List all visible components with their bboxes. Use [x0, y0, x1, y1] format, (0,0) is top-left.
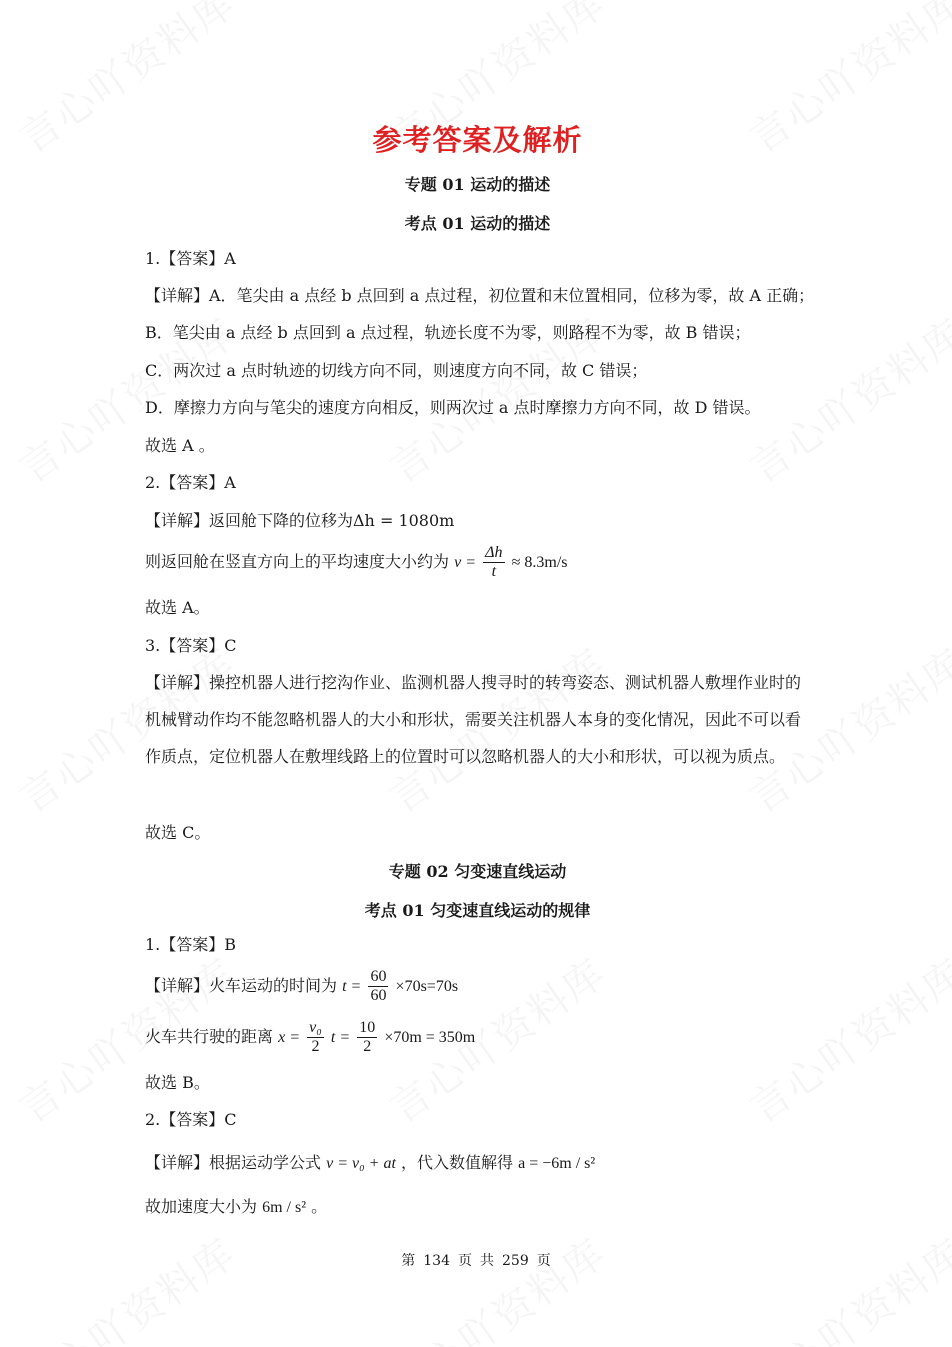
footer-label: 页 — [458, 1253, 472, 1269]
page-title: 参考答案及解析 — [372, 123, 583, 157]
detail-line: D．摩擦力方向与笔尖的速度方向相反，则两次过 a 点时摩擦力方向不同，故 D 错误。 — [145, 398, 761, 417]
formula-prefix: 【详解】根据运动学公式 — [145, 1153, 322, 1172]
formula-line — [145, 1019, 475, 1056]
conclusion-line: 故选 A。 — [145, 598, 210, 617]
fraction-denominator: 2 — [311, 1038, 320, 1055]
footer-label: 第 — [401, 1253, 416, 1269]
footer-label: 共 — [480, 1253, 494, 1269]
fraction-numerator: Δh — [485, 544, 503, 561]
formula-line — [145, 544, 568, 581]
fraction-numerator: 10 — [359, 1019, 376, 1036]
formula-rhs: ×70s=70s — [395, 978, 459, 995]
formula-result: a = −6m / s² — [518, 1155, 596, 1172]
point-heading: 考点 01 匀变速直线运动的规律 — [364, 901, 591, 920]
page-number: 134 — [423, 1253, 450, 1269]
watermark — [736, 943, 952, 1134]
fraction-numerator: 60 — [370, 968, 387, 985]
conclusion-line: 故选 B。 — [145, 1073, 210, 1092]
fraction — [483, 544, 504, 581]
detail-line: 【详解】返回舱下降的位移为Δh = 1080m — [145, 511, 455, 530]
formula-line — [145, 968, 458, 1005]
detail-paragraph: 【详解】操控机器人进行挖沟作业、监测机器人搜寻时的转弯姿态、测试机器人敷埋作业时的机械臂动作均不能忽略机器人的大小和形状，需要关注机器人本身的变化情况，因此不可以看作质点，定位机器人在敷埋线路上的位置时可以忽略机器人的大小和形状，可以视为质点。 — [145, 673, 802, 766]
answer-line: 3.【答案】C — [145, 636, 237, 655]
answer-line: 2.【答案】C — [145, 1110, 237, 1129]
detail-line: B．笔尖由 a 点经 b 点回到 a 点过程，轨迹长度不为零，则路程不为零，故 B 错误； — [145, 323, 751, 342]
fraction-denominator: 60 — [370, 987, 387, 1004]
answer-line: 1.【答案】A — [145, 249, 236, 268]
detail-line: C．两次过 a 点时轨迹的切线方向不同，则速度方向不同，故 C 错误； — [145, 361, 648, 380]
conclusion-line: 故选 A 。 — [145, 436, 215, 455]
formula: v = v₀ + at — [326, 1155, 396, 1172]
topic-heading: 专题 01 运动的描述 — [404, 175, 551, 194]
conclusion-line: 故选 C。 — [145, 823, 211, 842]
formula-line — [145, 1153, 595, 1174]
formula-prefix: 故加速度大小为 — [145, 1197, 258, 1216]
formula-suffix: 。 — [311, 1197, 328, 1216]
fraction-denominator: t — [491, 563, 497, 580]
formula-rhs: ≈ 8.3m/s — [511, 554, 568, 571]
formula-prefix: 则返回舱在竖直方向上的平均速度大小约为 — [145, 552, 450, 571]
fraction-denominator: 2 — [363, 1038, 372, 1055]
fraction — [357, 1019, 377, 1056]
point-heading: 考点 01 运动的描述 — [404, 214, 551, 233]
formula-mid: ，代入数值解得 — [401, 1153, 514, 1172]
formula-line — [145, 1197, 327, 1218]
formula-lhs: x = — [278, 1029, 301, 1046]
fraction — [368, 968, 388, 1005]
topic-heading: 专题 02 匀变速直线运动 — [388, 862, 567, 881]
watermark — [736, 303, 952, 494]
formula-prefix: 火车共行驶的距离 — [145, 1027, 274, 1046]
answer-line: 2.【答案】A — [145, 473, 236, 492]
formula-value: 6m / s² — [262, 1199, 307, 1216]
watermark — [6, 1223, 245, 1347]
fraction-numerator: v₀ — [309, 1019, 322, 1036]
page-footer — [0, 1250, 952, 1270]
page-total: 259 — [502, 1253, 529, 1269]
footer-label: 页 — [536, 1253, 551, 1269]
formula-prefix: 【详解】火车运动的时间为 — [145, 976, 338, 995]
detail-line: 【详解】A．笔尖由 a 点经 b 点回到 a 点过程，初位置和末位置相同，位移为零，故 A 正确； — [145, 286, 815, 305]
fraction — [307, 1019, 324, 1056]
watermark — [736, 1223, 952, 1347]
answer-line: 1.【答案】B — [145, 935, 237, 954]
formula-lhs: v = — [454, 554, 477, 571]
formula-lhs: t = — [342, 978, 362, 995]
watermark — [376, 1223, 615, 1347]
formula-mid: t = — [330, 1029, 351, 1046]
formula-rhs: ×70m = 350m — [384, 1029, 476, 1046]
